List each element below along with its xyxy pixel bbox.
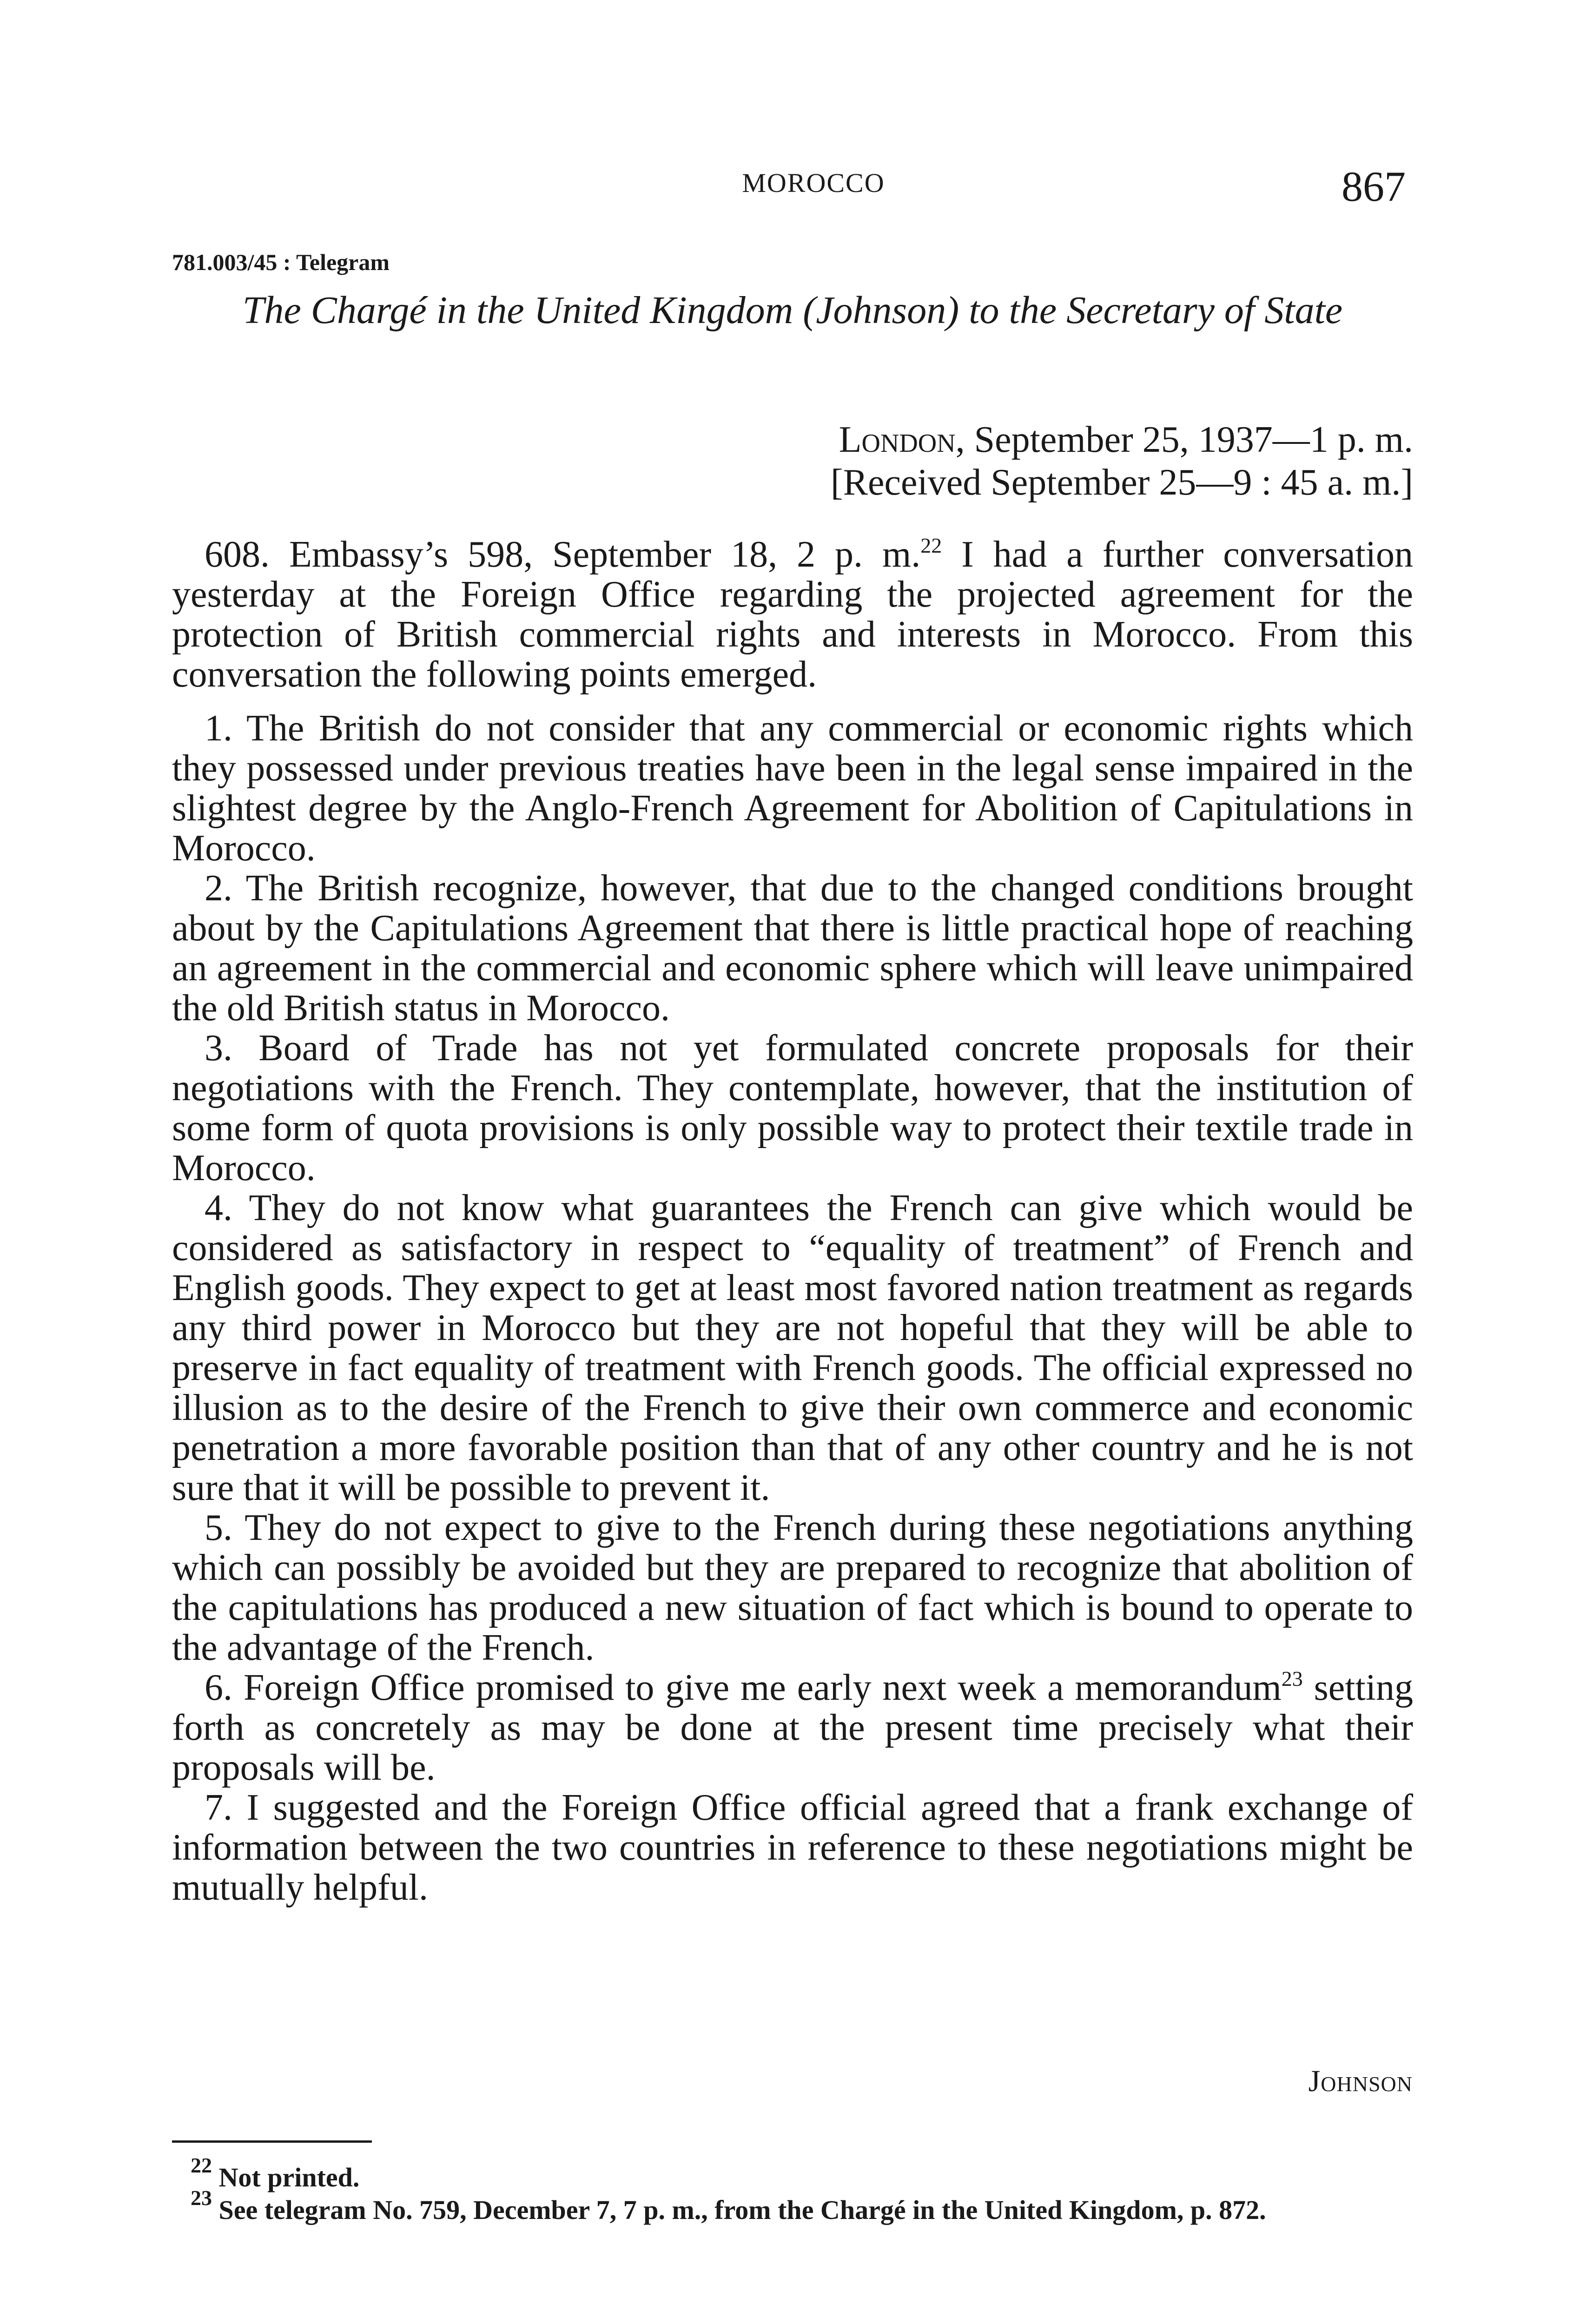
running-header xyxy=(0,163,1573,214)
point-3: 3. Board of Trade has not yet formulated concrete proposals for their negotiations with the French. They contemplate, however, that the institution of some form of quota provisions is only possible way to protect their textile trade in Morocco. xyxy=(172,1028,1413,1188)
footnote-22-text: Not printed. xyxy=(212,2162,360,2192)
footnote-22-mark: 22 xyxy=(191,2153,212,2177)
footnote-ref-23: 23 xyxy=(1281,1667,1303,1690)
intro-paragraph xyxy=(172,535,1413,694)
page-number: 867 xyxy=(1342,163,1406,210)
footnote-23-mark: 23 xyxy=(191,2186,212,2210)
dateline-date: , September 25, 1937—1 p. m. xyxy=(955,419,1413,460)
intro-end: I had a further conversation yesterday at the Foreign Office regarding the projected agreement for the protection of British commercial rights and interests in Morocco. From this conversation the following points emerged. xyxy=(172,534,1414,695)
point-2: 2. The British recognize, however, that due to the changed conditions brought about by the Capitulations Agreement that there is little practical hope of reaching an agreement in the commercial and economic sphere which will leave unimpaired the old British status in Morocco. xyxy=(172,868,1413,1029)
footnote-rule xyxy=(172,2140,372,2143)
point-7: 7. I suggested and the Foreign Office official agreed that a frank exchange of information between the two countries in reference to these negotiations might be mutually helpful. xyxy=(172,1787,1413,1908)
footnote-22 xyxy=(172,2153,1413,2194)
point-4: 4. They do not know what guarantees the French can give which would be considered as satisfactory in respect to “equality of treatment” of French and English goods. They expect to get at least most favored nation treatment as regards any third power in Morocco but they are not hopeful that they will be able to preserve in fact equality of treatment with French goods. The official expressed no illusion as to the desire of the French to give their own commerce and economic penetration a more favorable position than that of any other country and he is not sure that it will be possible to prevent it. xyxy=(172,1188,1413,1508)
dateline-sent xyxy=(725,418,1413,461)
signature: Johnson xyxy=(1308,2064,1413,2098)
dateline-received: [Received September 25—9 : 45 a. m.] xyxy=(831,462,1413,503)
point-6-start: 6. Foreign Office promised to give me early next week a memorandum xyxy=(205,1667,1282,1708)
running-title: MOROCCO xyxy=(742,168,885,198)
document-title: The Chargé in the United Kingdom (Johnson) to the Secretary of State xyxy=(242,289,1343,332)
intro-start: 608. Embassy’s 598, September 18, 2 p. m. xyxy=(205,534,921,575)
point-1: 1. The British do not consider that any commercial or economic rights which they possessed under previous treaties have been in the legal sense impaired in the slightest degree by the Anglo-French Agreement for Abolition of Capitulations in Morocco. xyxy=(172,708,1413,869)
file-reference: 781.003/45 : Telegram xyxy=(172,249,390,275)
footnote-23-text: See telegram No. 759, December 7, 7 p. m., from the Chargé in the United Kingdom, p. 872. xyxy=(212,2195,1266,2225)
footnotes xyxy=(172,2153,1413,2226)
point-6-end: setting forth as concretely as may be done at the present time precisely what their proposals will be. xyxy=(172,1667,1413,1788)
footnote-ref-22: 22 xyxy=(920,534,942,557)
point-5: 5. They do not expect to give to the French during these negotiations anything which can possibly be avoided but they are prepared to recognize that abolition of the capitulations has produced a new situation of fact which is bound to operate to the advantage of the French. xyxy=(172,1507,1413,1668)
footnote-23 xyxy=(172,2186,1413,2226)
dateline xyxy=(725,418,1413,504)
point-6 xyxy=(172,1668,1413,1788)
dateline-city: London xyxy=(839,419,956,460)
telegram-body xyxy=(172,535,1413,1908)
